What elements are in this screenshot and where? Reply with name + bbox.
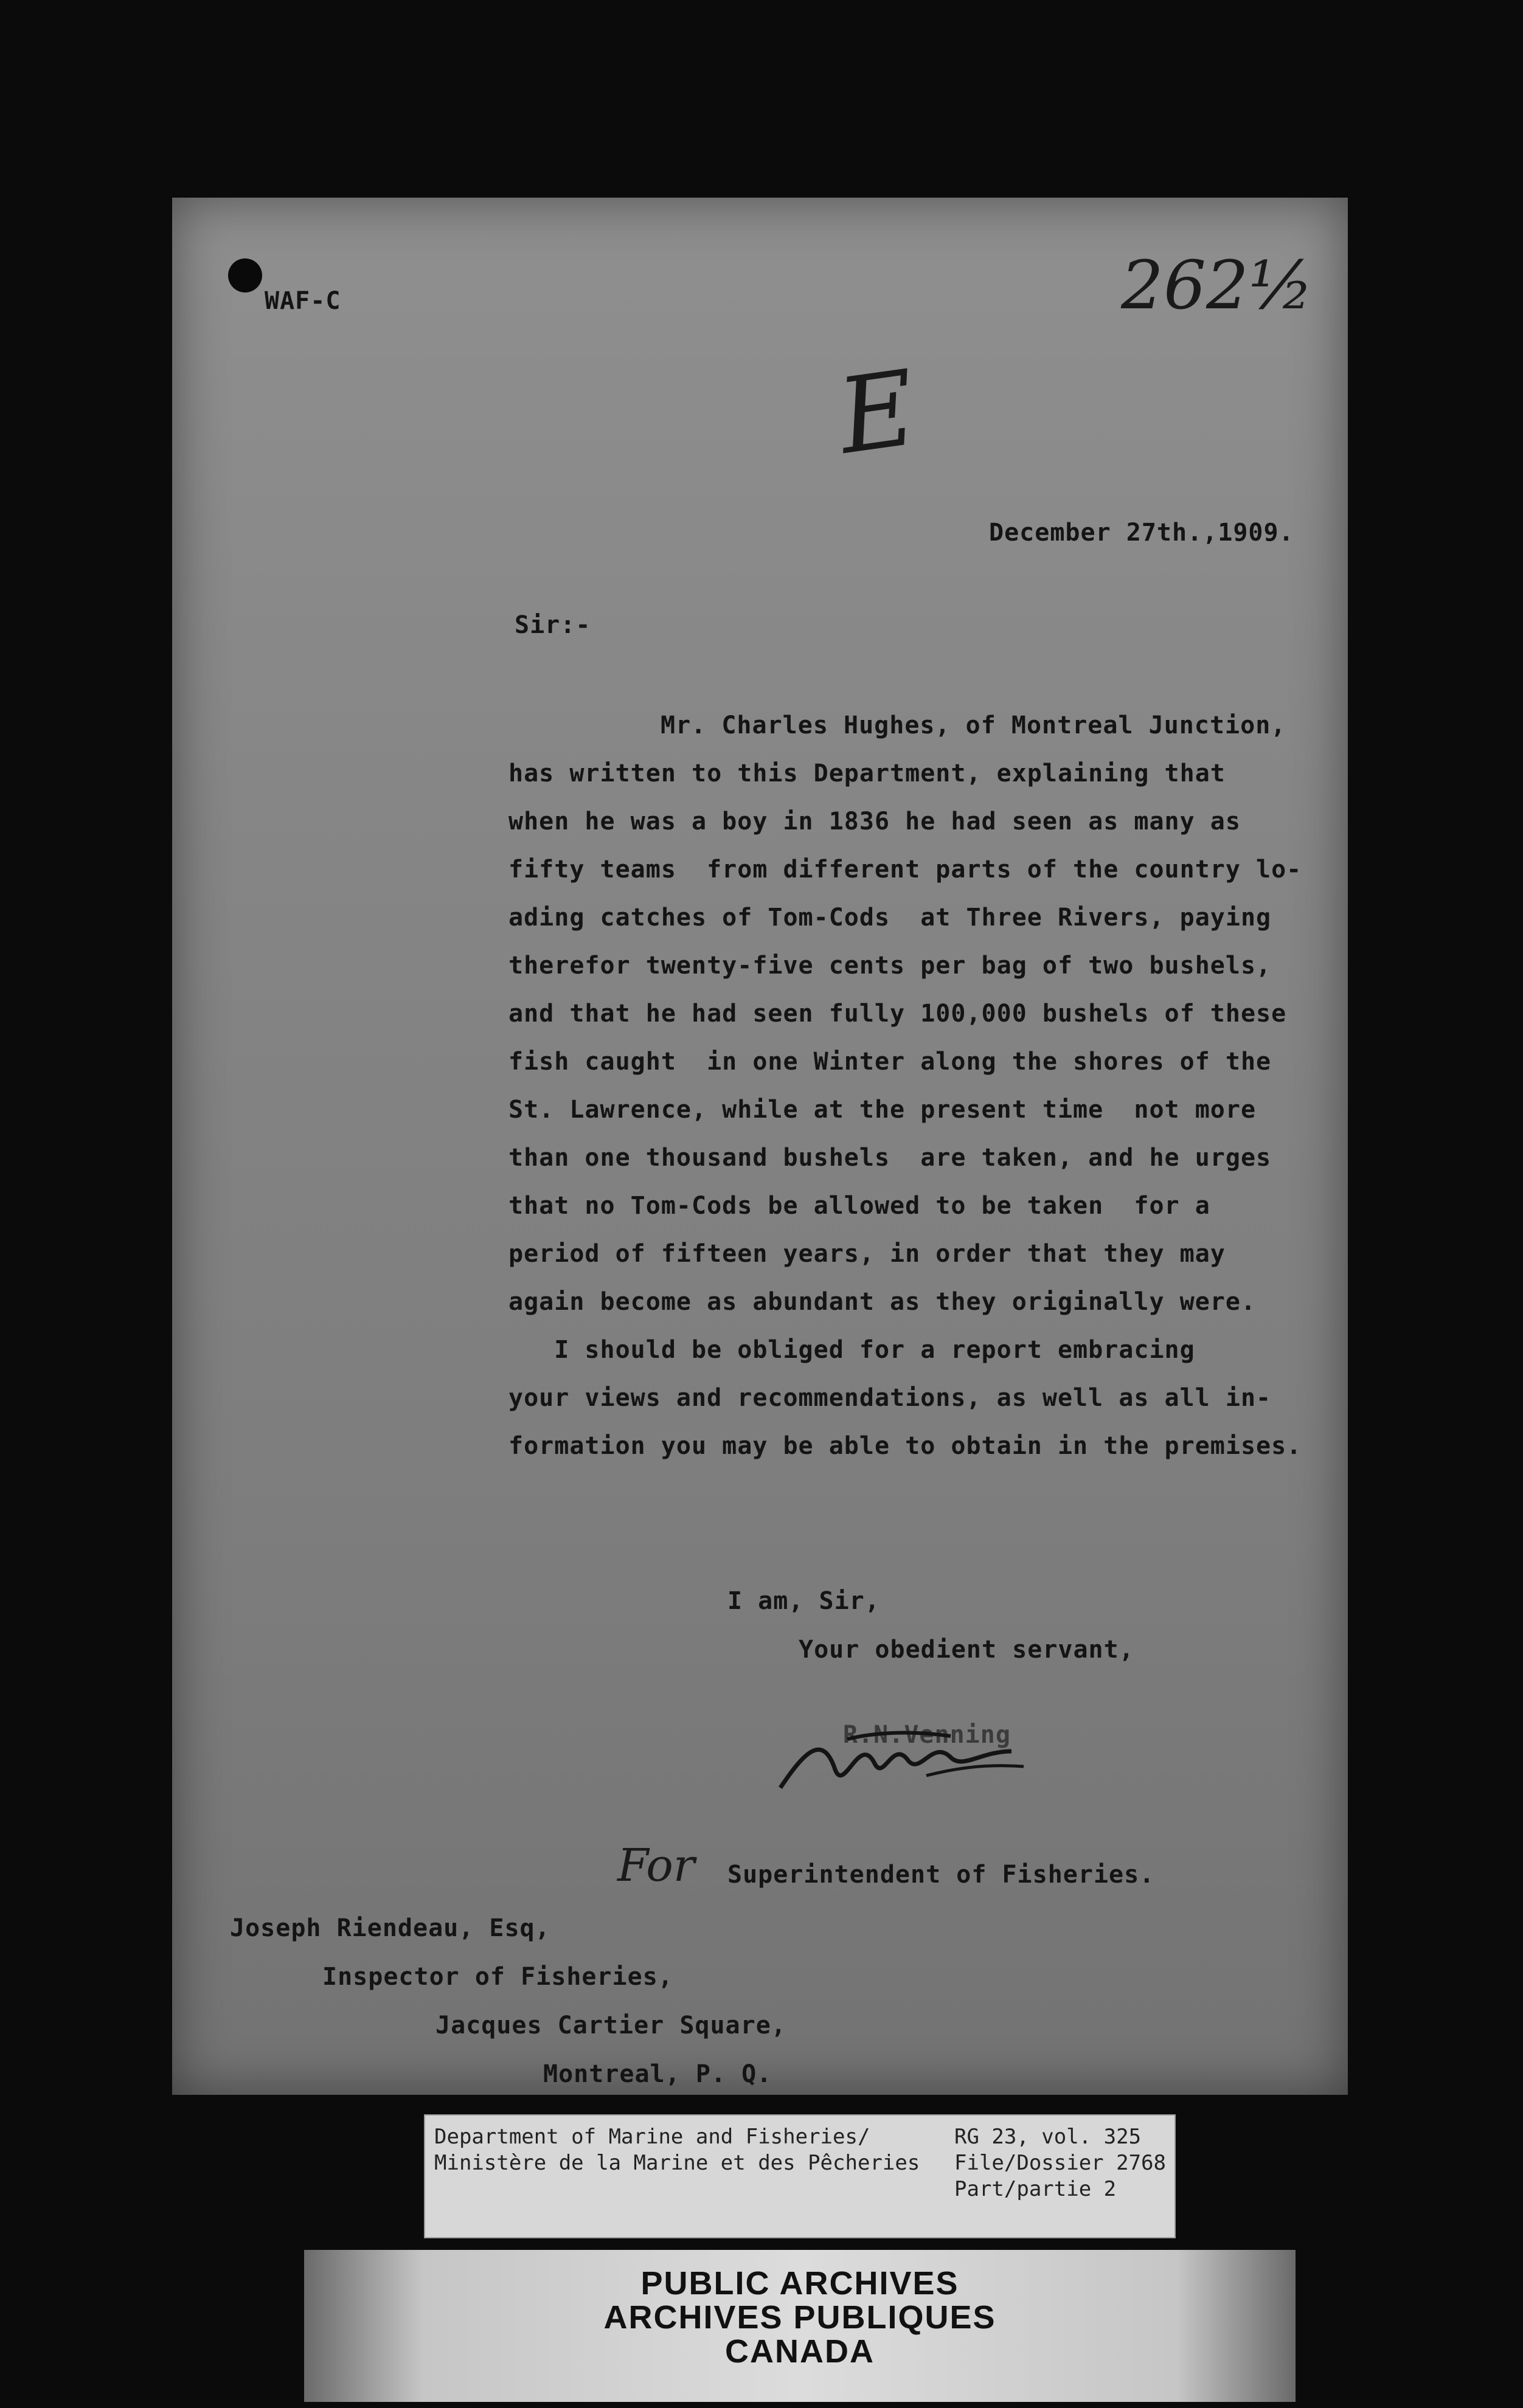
address-line: Joseph Riendeau, Esq, <box>230 1914 550 1942</box>
address-line: Montreal, P. Q. <box>543 2060 772 2088</box>
signatory-title: Superintendent of Fisheries. <box>727 1861 1155 1889</box>
dept-name-fr: Ministère de la Marine et des Pêcheries <box>434 2151 920 2175</box>
body-line: and that he had seen fully 100,000 bushels of these <box>508 1000 1287 1028</box>
handwritten-mark: E <box>831 348 923 478</box>
typed-signature: R.N.Venning <box>843 1721 1011 1749</box>
record-group: RG 23, vol. 325 <box>954 2125 1142 2149</box>
body-line: that no Tom-Cods be allowed to be taken for a <box>508 1192 1210 1220</box>
file-dossier: File/Dossier 2768 <box>954 2151 1166 2175</box>
stamp-line: ARCHIVES PUBLIQUES <box>603 2299 996 2336</box>
closing-line: I am, Sir, <box>727 1587 880 1615</box>
for-mark: For <box>617 1839 695 1892</box>
part-partie: Part/partie 2 <box>954 2177 1117 2201</box>
letter-page <box>172 198 1348 2095</box>
archive-reference-label <box>424 2114 1176 2238</box>
body-line: ading catches of Tom-Cods at Three Rivers, paying <box>508 904 1272 932</box>
archive-stamp <box>304 2250 1296 2402</box>
dept-name-en: Department of Marine and Fisheries/ <box>434 2125 870 2149</box>
body-line: St. Lawrence, while at the present time not more <box>508 1096 1257 1124</box>
body-line: formation you may be able to obtain in the premises. <box>508 1432 1302 1460</box>
body-line: your views and recommendations, as well as all in- <box>508 1384 1272 1412</box>
body-line: fifty teams from different parts of the country lo- <box>508 856 1302 884</box>
body-line: I should be obliged for a report embracing <box>508 1336 1195 1364</box>
body-line: Mr. Charles Hughes, of Montreal Junction, <box>661 711 1286 739</box>
file-code: WAF-C <box>265 287 341 315</box>
address-line: Inspector of Fisheries, <box>322 1963 673 1991</box>
letter-date: December 27th.,1909. <box>989 519 1294 547</box>
body-line: again become as abundant as they originally were. <box>508 1288 1257 1316</box>
body-line: than one thousand bushels are taken, and he urges <box>508 1144 1272 1172</box>
handwritten-signature <box>768 1697 1030 1818</box>
body-line: fish caught in one Winter along the shores of the <box>508 1048 1272 1076</box>
closing-line: Your obedient servant, <box>799 1636 1134 1664</box>
address-line: Jacques Cartier Square, <box>435 2012 786 2040</box>
salutation: Sir:- <box>515 611 591 639</box>
body-line: has written to this Department, explaining that <box>508 759 1226 787</box>
folio-number: 262½ <box>1121 246 1314 324</box>
body-line: therefor twenty-five cents per bag of two bushels, <box>508 952 1272 980</box>
punch-hole <box>228 258 262 292</box>
body-line: period of fifteen years, in order that they may <box>508 1240 1226 1268</box>
stamp-line: CANADA <box>725 2333 875 2370</box>
body-line: when he was a boy in 1836 he had seen as many as <box>508 808 1241 836</box>
stamp-line: PUBLIC ARCHIVES <box>640 2265 959 2302</box>
